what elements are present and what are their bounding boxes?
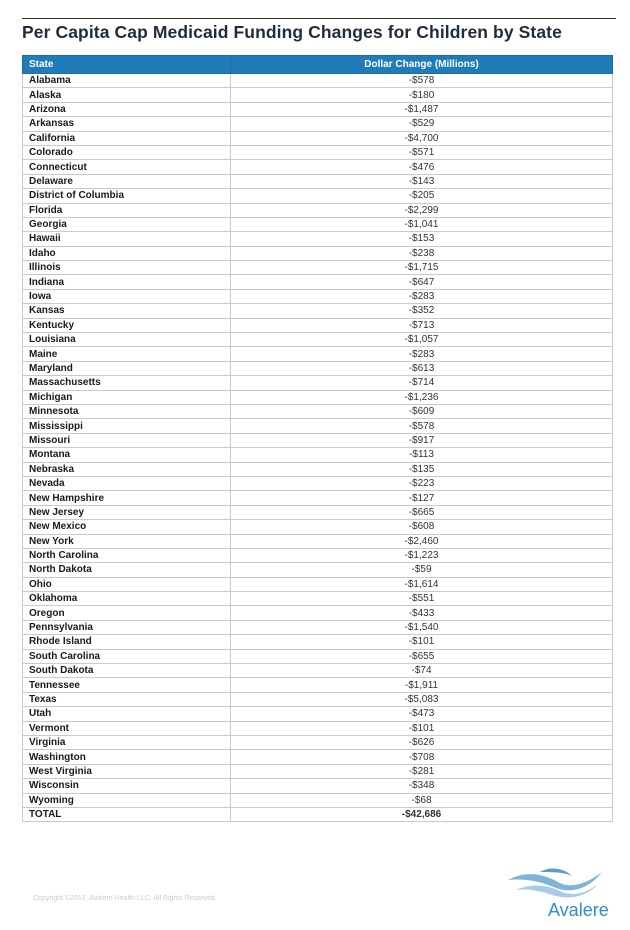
dollar-change-value: -$143 (231, 174, 613, 188)
dollar-change-value: -$59 (231, 563, 613, 577)
state-name: Alaska (23, 88, 231, 102)
state-name: Pennsylvania (23, 620, 231, 634)
table-row (23, 232, 613, 246)
state-name: Montana (23, 448, 231, 462)
state-name: South Carolina (23, 649, 231, 663)
state-name: New Jersey (23, 505, 231, 519)
table-row (23, 520, 613, 534)
table-row (23, 779, 613, 793)
table-row (23, 160, 613, 174)
table-row (23, 318, 613, 332)
state-name: California (23, 131, 231, 145)
dollar-change-value: -$529 (231, 117, 613, 131)
copyright-notice: Copyright ©2017, Avalere Health LLC. All Rights Reserved. (33, 895, 217, 902)
table-row (23, 174, 613, 188)
dollar-change-value: -$571 (231, 145, 613, 159)
state-name: Kansas (23, 304, 231, 318)
dollar-change-value: -$578 (231, 419, 613, 433)
table-row (23, 592, 613, 606)
dollar-change-value: -$609 (231, 404, 613, 418)
table-row (23, 304, 613, 318)
table-row (23, 491, 613, 505)
dollar-change-value: -$223 (231, 476, 613, 490)
state-name: Idaho (23, 246, 231, 260)
dollar-change-value: -$1,487 (231, 102, 613, 116)
table-row (23, 289, 613, 303)
table-row (23, 347, 613, 361)
state-name: Washington (23, 750, 231, 764)
table-row (23, 390, 613, 404)
avalere-wing-icon (506, 866, 606, 900)
table-row (23, 246, 613, 260)
table-row (23, 261, 613, 275)
state-name: Colorado (23, 145, 231, 159)
table-row (23, 361, 613, 375)
dollar-change-value: -$1,236 (231, 390, 613, 404)
dollar-change-value: -$1,715 (231, 261, 613, 275)
dollar-change-value: -$1,041 (231, 217, 613, 231)
state-name: Nebraska (23, 462, 231, 476)
state-name: Rhode Island (23, 635, 231, 649)
dollar-change-value: -$281 (231, 764, 613, 778)
dollar-change-value: -$708 (231, 750, 613, 764)
dollar-change-value: -$626 (231, 735, 613, 749)
table-row (23, 88, 613, 102)
table-row (23, 750, 613, 764)
dollar-change-value: -$917 (231, 433, 613, 447)
state-name: New Hampshire (23, 491, 231, 505)
dollar-change-value: -$665 (231, 505, 613, 519)
state-name: Minnesota (23, 404, 231, 418)
table-body (23, 74, 613, 822)
dollar-change-value: -$5,083 (231, 692, 613, 706)
state-name: Delaware (23, 174, 231, 188)
column-header-state: State (23, 56, 231, 74)
dollar-change-value: -$153 (231, 232, 613, 246)
state-name: New Mexico (23, 520, 231, 534)
dollar-change-value: -$1,223 (231, 548, 613, 562)
avalere-logo-text: Avalere (548, 900, 609, 920)
table-row (23, 505, 613, 519)
dollar-change-value: -$1,057 (231, 333, 613, 347)
table-row (23, 217, 613, 231)
state-name: Nevada (23, 476, 231, 490)
state-name: North Dakota (23, 563, 231, 577)
total-label: TOTAL (23, 807, 231, 821)
dollar-change-value: -$205 (231, 189, 613, 203)
dollar-change-value: -$551 (231, 592, 613, 606)
state-name: Tennessee (23, 678, 231, 692)
state-name: Utah (23, 707, 231, 721)
state-name: New York (23, 534, 231, 548)
table-row (23, 620, 613, 634)
table-row (23, 635, 613, 649)
dollar-change-value: -$101 (231, 721, 613, 735)
table-row (23, 376, 613, 390)
state-name: Vermont (23, 721, 231, 735)
table-row (23, 563, 613, 577)
avalere-logo (500, 866, 610, 922)
table-row (23, 433, 613, 447)
state-name: North Carolina (23, 548, 231, 562)
table-row (23, 577, 613, 591)
table-row (23, 692, 613, 706)
table-row (23, 404, 613, 418)
dollar-change-value: -$113 (231, 448, 613, 462)
table-row (23, 476, 613, 490)
table-row (23, 534, 613, 548)
dollar-change-value: -$135 (231, 462, 613, 476)
table-row (23, 678, 613, 692)
dollar-change-value: -$1,540 (231, 620, 613, 634)
table-row (23, 793, 613, 807)
top-divider (22, 18, 616, 19)
state-name: Virginia (23, 735, 231, 749)
state-name: Ohio (23, 577, 231, 591)
funding-table (22, 55, 613, 822)
table-row (23, 606, 613, 620)
table-row (23, 764, 613, 778)
dollar-change-value: -$714 (231, 376, 613, 390)
table-row (23, 462, 613, 476)
table-row (23, 74, 613, 88)
table-row (23, 189, 613, 203)
dollar-change-value: -$473 (231, 707, 613, 721)
dollar-change-value: -$433 (231, 606, 613, 620)
state-name: District of Columbia (23, 189, 231, 203)
dollar-change-value: -$127 (231, 491, 613, 505)
state-name: West Virginia (23, 764, 231, 778)
table-row (23, 548, 613, 562)
table-row (23, 448, 613, 462)
dollar-change-value: -$101 (231, 635, 613, 649)
state-name: Indiana (23, 275, 231, 289)
column-header-dollar-change: Dollar Change (Millions) (231, 56, 613, 74)
dollar-change-value: -$578 (231, 74, 613, 88)
dollar-change-value: -$713 (231, 318, 613, 332)
state-name: Hawaii (23, 232, 231, 246)
dollar-change-value: -$68 (231, 793, 613, 807)
state-name: Texas (23, 692, 231, 706)
table-row (23, 275, 613, 289)
table-row (23, 117, 613, 131)
state-name: Michigan (23, 390, 231, 404)
table-row (23, 102, 613, 116)
table-row (23, 131, 613, 145)
state-name: Louisiana (23, 333, 231, 347)
state-name: Mississippi (23, 419, 231, 433)
dollar-change-value: -$613 (231, 361, 613, 375)
state-name: Maryland (23, 361, 231, 375)
state-name: Wyoming (23, 793, 231, 807)
state-name: Massachusetts (23, 376, 231, 390)
dollar-change-value: -$476 (231, 160, 613, 174)
dollar-change-value: -$348 (231, 779, 613, 793)
table-row (23, 735, 613, 749)
table-row (23, 419, 613, 433)
state-name: Florida (23, 203, 231, 217)
dollar-change-value: -$238 (231, 246, 613, 260)
total-value: -$42,686 (231, 807, 613, 821)
state-name: Wisconsin (23, 779, 231, 793)
state-name: Oklahoma (23, 592, 231, 606)
dollar-change-value: -$283 (231, 347, 613, 361)
total-row (23, 807, 613, 821)
dollar-change-value: -$1,614 (231, 577, 613, 591)
state-name: Arkansas (23, 117, 231, 131)
table-row (23, 145, 613, 159)
state-name: Alabama (23, 74, 231, 88)
page-title: Per Capita Cap Medicaid Funding Changes for Children by State (22, 22, 562, 42)
dollar-change-value: -$2,299 (231, 203, 613, 217)
dollar-change-value: -$74 (231, 664, 613, 678)
table-row (23, 707, 613, 721)
state-name: Maine (23, 347, 231, 361)
table-row (23, 333, 613, 347)
dollar-change-value: -$4,700 (231, 131, 613, 145)
state-name: Oregon (23, 606, 231, 620)
state-name: South Dakota (23, 664, 231, 678)
table-row (23, 203, 613, 217)
table-header-row (23, 56, 613, 74)
state-name: Arizona (23, 102, 231, 116)
table-row (23, 664, 613, 678)
table-row (23, 721, 613, 735)
dollar-change-value: -$352 (231, 304, 613, 318)
state-name: Connecticut (23, 160, 231, 174)
state-name: Missouri (23, 433, 231, 447)
state-name: Iowa (23, 289, 231, 303)
dollar-change-value: -$1,911 (231, 678, 613, 692)
dollar-change-value: -$655 (231, 649, 613, 663)
dollar-change-value: -$180 (231, 88, 613, 102)
dollar-change-value: -$647 (231, 275, 613, 289)
dollar-change-value: -$2,460 (231, 534, 613, 548)
state-name: Illinois (23, 261, 231, 275)
dollar-change-value: -$283 (231, 289, 613, 303)
dollar-change-value: -$608 (231, 520, 613, 534)
state-name: Kentucky (23, 318, 231, 332)
state-name: Georgia (23, 217, 231, 231)
table-row (23, 649, 613, 663)
